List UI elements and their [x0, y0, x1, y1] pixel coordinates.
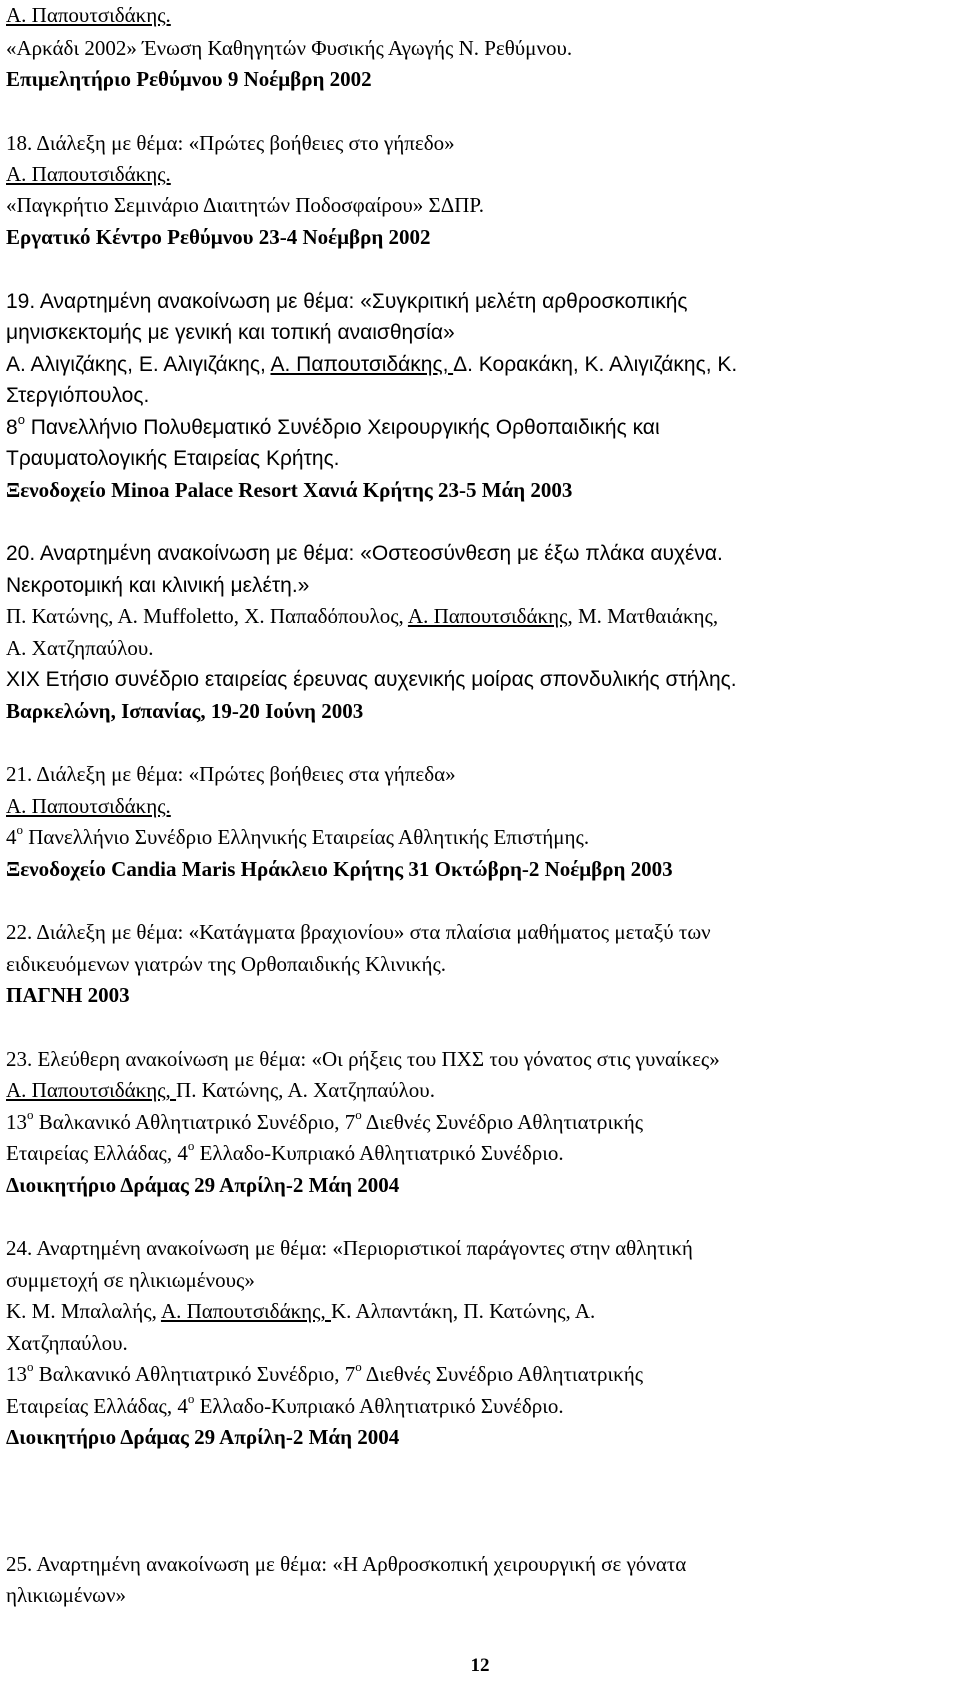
- entry-title: 21. Διάλεξη με θέμα: «Πρώτες βοήθειες στα γήπεδα»: [6, 762, 456, 786]
- ordinal-suffix: ο: [27, 1359, 34, 1374]
- authors-part: Π. Κατώνης, Α. Χατζηπαύλου.: [176, 1078, 435, 1102]
- event-line-cont: Τραυματολογικής Εταιρείας Κρήτης.: [6, 447, 340, 470]
- author-line: Α. Παπουτσιδάκης.: [6, 794, 171, 818]
- venue-line: Εργατικό Κέντρο Ρεθύμνου 23-4 Νοέμβρη 2002: [6, 225, 431, 249]
- ordinal-number: 4: [6, 825, 17, 849]
- event-text: Βαλκανικό Αθλητιατρικό Συνέδριο, 7: [33, 1110, 356, 1134]
- entry-title-cont: ειδικευόμενων γιατρών της Ορθοπαιδικής Κλινικής.: [6, 952, 447, 976]
- event-line: XIX Ετήσιο συνέδριο εταιρείας έρευνας αυχενικής μοίρας σπονδυλικής στήλης.: [6, 668, 737, 691]
- venue-line: ΠΑΓΝΗ 2003: [6, 983, 130, 1007]
- event-text: Βαλκανικό Αθλητιατρικό Συνέδριο, 7: [33, 1362, 356, 1386]
- event-line: [6, 1107, 643, 1139]
- author-line: Α. Παπουτσιδάκης.: [6, 3, 171, 27]
- ordinal-suffix: ο: [17, 412, 25, 427]
- event-text: Πανελλήνιο Συνέδριο Ελληνικής Εταιρείας Αθλητικής Επιστήμης.: [23, 825, 590, 849]
- entry-title-cont: συμμετοχή σε ηλικιωμένους»: [6, 1268, 255, 1292]
- authors-part: Α. Αλιγιζάκης, Ε. Αλιγιζάκης,: [6, 353, 271, 376]
- entry-title-cont: Νεκροτομική και κλινική μελέτη.»: [6, 574, 310, 597]
- page-number: 12: [470, 1655, 490, 1676]
- venue-line: Ξενοδοχείο Minoa Palace Resort Χανιά Κρήτης 23-5 Μάη 2003: [6, 478, 573, 502]
- venue-line: Διοικητήριο Δράμας 29 Απρίλη-2 Μάη 2004: [6, 1425, 400, 1449]
- venue-line: Διοικητήριο Δράμας 29 Απρίλη-2 Μάη 2004: [6, 1173, 400, 1197]
- venue-line: Βαρκελώνη, Ισπανίας, 19-20 Ιούνη 2003: [6, 699, 364, 723]
- ordinal-suffix: ο: [16, 822, 23, 837]
- entry-title: 24. Αναρτημένη ανακοίνωση με θέμα: «Περιοριστικοί παράγοντες στην αθλητική: [6, 1236, 693, 1260]
- event-text: Πανελλήνιο Πολυθεματικό Συνέδριο Χειρουργικής Ορθοπαιδικής και: [24, 416, 660, 439]
- highlighted-author: Α. Παπουτσιδάκης: [407, 604, 568, 628]
- entry-title: 23. Ελεύθερη ανακοίνωση με θέμα: «Οι ρήξεις του ΠΧΣ του γόνατος στις γυναίκες»: [6, 1047, 720, 1071]
- authors-line: [6, 1296, 595, 1328]
- authors-line-cont: Χατζηπαύλου.: [6, 1331, 128, 1355]
- highlighted-author: Α. Παπουτσιδάκης,: [160, 1299, 331, 1323]
- event-line: [6, 412, 660, 444]
- event-line-cont: [6, 1138, 564, 1170]
- authors-part: Π. Κατώνης, Α. Muffoletto, Χ. Παπαδόπουλος,: [6, 604, 408, 628]
- event-line: «Παγκρήτιο Σεμινάριο Διαιτητών Ποδοσφαίρου» ΣΔΠΡ.: [6, 193, 485, 217]
- ordinal-suffix: ο: [187, 1138, 195, 1153]
- venue-line: Ξενοδοχείο Candia Maris Ηράκλειο Κρήτης 31 Οκτώβρη-2 Νοέμβρη 2003: [6, 857, 673, 881]
- entry-title-cont: ηλικιωμένων»: [6, 1583, 127, 1607]
- highlighted-author: Α. Παπουτσιδάκης,: [6, 1078, 177, 1102]
- entry-title: 18. Διάλεξη με θέμα: «Πρώτες βοήθειες στο γήπεδο»: [6, 131, 455, 155]
- event-line-cont: [6, 1391, 564, 1423]
- ordinal-number: 8: [6, 416, 18, 439]
- author-line: Α. Παπουτσιδάκης.: [6, 162, 171, 186]
- event-text: Διεθνές Συνέδριο Αθλητιατρικής: [361, 1362, 644, 1386]
- event-text: Εταιρείας Ελλάδας, 4: [6, 1141, 188, 1165]
- entry-title: 25. Αναρτημένη ανακοίνωση με θέμα: «Η Αρθροσκοπική χειρουργική σε γόνατα: [6, 1552, 687, 1576]
- ordinal-suffix: ο: [27, 1107, 34, 1122]
- venue-line: Επιμελητήριο Ρεθύμνου 9 Νοέμβρη 2002: [6, 67, 372, 91]
- authors-part: , Μ. Ματθαιάκης,: [567, 604, 719, 628]
- entry-title: 22. Διάλεξη με θέμα: «Κατάγματα βραχιονίου» στα πλαίσια μαθήματος μεταξύ των: [6, 920, 711, 944]
- event-line: «Αρκάδι 2002» Ένωση Καθηγητών Φυσικής Αγωγής Ν. Ρεθύμνου.: [6, 36, 573, 60]
- entry-title-cont: μηνισκεκτομής με γενική και τοπική αναισθησία»: [6, 321, 455, 344]
- authors-line: [6, 349, 737, 381]
- event-text: Ελλαδο-Κυπριακό Αθλητιατρικό Συνέδριο.: [194, 1141, 564, 1165]
- event-text: Διεθνές Συνέδριο Αθλητιατρικής: [361, 1110, 644, 1134]
- authors-line-cont: Α. Χατζηπαύλου.: [6, 636, 154, 660]
- ordinal-suffix: ο: [355, 1359, 362, 1374]
- event-text: Εταιρείας Ελλάδας, 4: [6, 1394, 188, 1418]
- ordinal-number: 13: [6, 1110, 27, 1134]
- ordinal-number: 13: [6, 1362, 27, 1386]
- authors-part: Δ. Κορακάκη, Κ. Αλιγιζάκης, Κ.: [453, 353, 738, 376]
- authors-line: [6, 1075, 435, 1107]
- highlighted-author: Α. Παπουτσιδάκης,: [270, 353, 454, 376]
- authors-line: [6, 601, 718, 633]
- authors-part: Κ. Μ. Μπαλαλής,: [6, 1299, 161, 1323]
- entry-title: 20. Αναρτημένη ανακοίνωση με θέμα: «Οστεοσύνθεση με έξω πλάκα αυχένα.: [6, 542, 723, 565]
- authors-part: Κ. Αλπαντάκη, Π. Κατώνης, Α.: [330, 1299, 596, 1323]
- authors-line-cont: Στεργιόπουλος.: [6, 384, 150, 407]
- entry-title: 19. Αναρτημένη ανακοίνωση με θέμα: «Συγκριτική μελέτη αρθροσκοπικής: [6, 290, 688, 313]
- event-line: [6, 1359, 643, 1391]
- event-line: [6, 822, 589, 854]
- ordinal-suffix: ο: [355, 1107, 362, 1122]
- event-text: Ελλαδο-Κυπριακό Αθλητιατρικό Συνέδριο.: [194, 1394, 564, 1418]
- ordinal-suffix: ο: [187, 1391, 195, 1406]
